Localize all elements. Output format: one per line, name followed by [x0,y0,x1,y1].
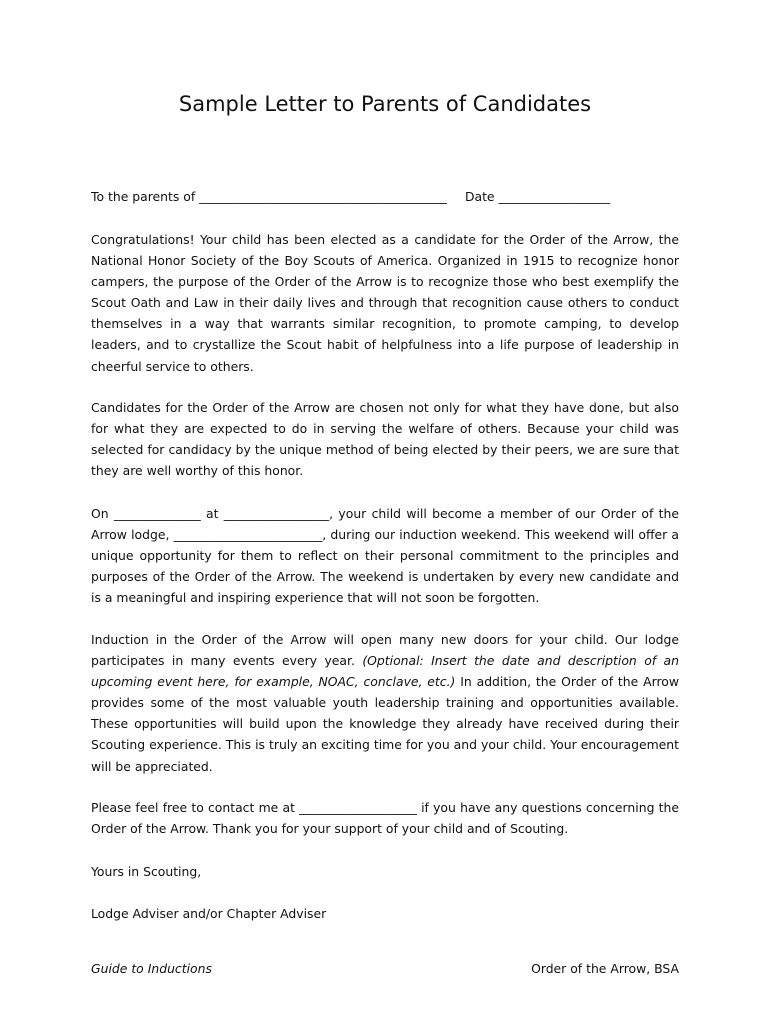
footer-guide-title: Guide to Inductions [91,961,212,976]
paragraph-congratulations: Congratulations! Your child has been elected as a candidate for the Order of the Arrow, the National Honor Society of the Boy Scouts of America. Organized in 1915 to recognize honor campers, the purpose of the Order of the Arrow is to recognize those who best exemplify the Scout Oath and Law in their daily lives and through that recognition cause others to conduct themselves in a way that warrants similar recognition, to promote camping, to develop leaders, and to crystallize the Scout habit of helpfulness into a life purpose of leadership in cheerful service to others. [91,232,679,374]
closing-line: Yours in Scouting, [91,864,202,879]
paragraph-contact: Please feel free to contact me at ___________________ if you have any questions concerning the Order of the Arrow. Thank you for your support of your child and of Scouting. [91,800,679,837]
optional-event-note: (Optional: Insert the date and description of an upcoming event here, for example, NOAC, conclave, etc.) [91,653,679,690]
footer-organization: Order of the Arrow, BSA [531,961,679,976]
parents-blank: ________________________________________ [199,189,447,204]
lodge-events-text-end: In addition, the Order of the Arrow provides some of the most valuable youth leadership training and opportunities available. These opportunities will build upon the knowledge they already have received during their Scouting experience. This is truly an exciting time for you and your child. Your encouragement will be appreciated. [91,674,679,774]
date-label: Date [464,189,495,204]
paragraph-candidates: Candidates for the Order of the Arrow are chosen not only for what they have done, but also for what they are expected to do in serving the welfare of others. Because your child was selected for candidacy by the unique method of being elected by their peers, we are sure that they are well worthy of this honor. [91,400,679,479]
paragraph-induction-date: On ______________ at _________________, your child will become a member of our Order of the Arrow lodge, ________________________, during our induction weekend. This weekend will offer a unique opportunity for them to reflect on their personal commitment to the principles and purposes of the Order of the Arrow. The weekend is undertaken by every new candidate and is a meaningful and inspiring experience that will not soon be forgotten. [91,506,679,606]
lodge-events-text-start: Induction in the Order of the Arrow will open many new doors for your child. Our lodge participates in many events every year. [91,632,679,669]
paragraph-lodge-events [91,629,679,777]
salutation-line [91,186,679,207]
page-title: Sample Letter to Parents of Candidates [178,92,592,116]
parents-label: To the parents of [91,189,196,204]
date-blank: __________________ [498,189,611,204]
signature-line: Lodge Adviser and/or Chapter Adviser [91,906,327,921]
